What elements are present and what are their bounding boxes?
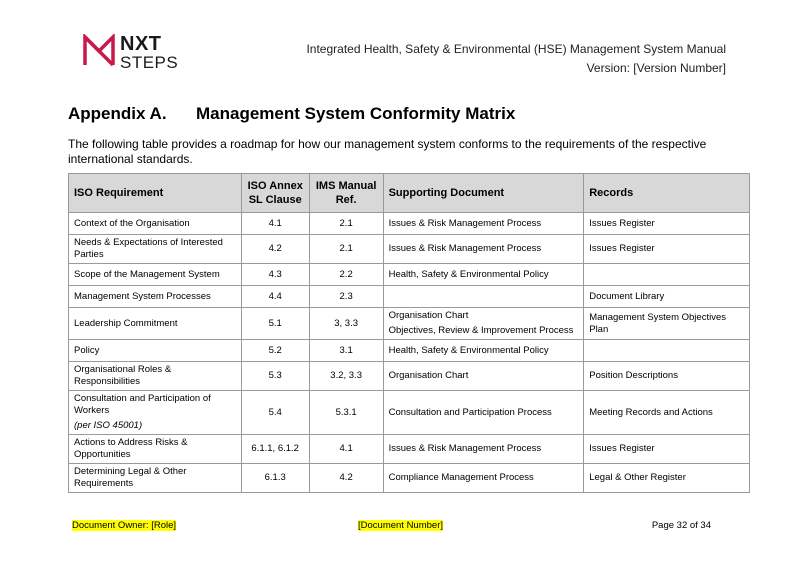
cell-document: Issues & Risk Management Process bbox=[383, 235, 584, 264]
cell-requirement: Policy bbox=[69, 340, 242, 362]
header-supporting-document: Supporting Document bbox=[383, 174, 584, 213]
header-ims-line-1: IMS Manual bbox=[315, 180, 377, 192]
cell-ref: 4.1 bbox=[309, 435, 383, 464]
table-header-row bbox=[69, 174, 750, 213]
cell-clause: 5.2 bbox=[241, 340, 309, 362]
header-records: Records bbox=[584, 174, 750, 213]
footer-owner-text: Document Owner: [Role] bbox=[72, 520, 177, 531]
footer-document-number bbox=[358, 520, 443, 531]
logo-line-1: NXT bbox=[120, 33, 162, 55]
cell-records: Issues Register bbox=[584, 235, 750, 264]
cell-document: Issues & Risk Management Process bbox=[383, 213, 584, 235]
table-row bbox=[69, 340, 750, 362]
cell-clause: 5.3 bbox=[241, 362, 309, 391]
cell-ref: 3, 3.3 bbox=[309, 308, 383, 340]
cell-document: Health, Safety & Environmental Policy bbox=[383, 340, 584, 362]
cell-requirement: Scope of the Management System bbox=[69, 264, 242, 286]
cell-ref: 3.1 bbox=[309, 340, 383, 362]
logo-line-2: STEPS bbox=[120, 53, 179, 72]
nxt-steps-logo-mark-icon bbox=[82, 34, 116, 68]
cell-ref: 2.2 bbox=[309, 264, 383, 286]
table-row bbox=[69, 286, 750, 308]
cell-document: Organisation Chart bbox=[383, 362, 584, 391]
cell-clause: 6.1.3 bbox=[241, 464, 309, 493]
cell-document: Compliance Management Process bbox=[383, 464, 584, 493]
cell-records: Document Library bbox=[584, 286, 750, 308]
section-heading bbox=[68, 104, 515, 124]
cell-document: Health, Safety & Environmental Policy bbox=[383, 264, 584, 286]
cell-records: Position Descriptions bbox=[584, 362, 750, 391]
cell-records: Management System Objectives Plan bbox=[584, 308, 750, 340]
cell-requirement: Leadership Commitment bbox=[69, 308, 242, 340]
cell-requirement: Determining Legal & Other Requirements bbox=[69, 464, 242, 493]
cell-records bbox=[584, 264, 750, 286]
cell-ref: 2.1 bbox=[309, 213, 383, 235]
header-annex-line-2: SL Clause bbox=[248, 194, 302, 206]
cell-requirement: Organisational Roles & Responsibilities bbox=[69, 362, 242, 391]
cell-requirement: Needs & Expectations of Interested Parties bbox=[69, 235, 242, 264]
header-ims-line-2: Ref. bbox=[335, 194, 357, 206]
cell-document-line-2: Objectives, Review & Improvement Process bbox=[388, 325, 574, 336]
company-logo bbox=[82, 33, 179, 72]
intro-paragraph: The following table provides a roadmap for how our management system conforms to the requirements of the respective international standards. bbox=[68, 137, 707, 166]
footer-document-number-text: [Document Number] bbox=[358, 520, 444, 531]
cell-requirement-note: (per ISO 45001) bbox=[74, 420, 143, 431]
logo-wordmark bbox=[120, 34, 178, 71]
cell-requirement-text: Consultation and Participation of Workers bbox=[74, 393, 211, 416]
cell-document bbox=[383, 286, 584, 308]
cell-requirement: Actions to Address Risks & Opportunities bbox=[69, 435, 242, 464]
footer-owner bbox=[72, 520, 176, 531]
table-row bbox=[69, 264, 750, 286]
table-row bbox=[69, 362, 750, 391]
cell-records bbox=[584, 340, 750, 362]
table-row bbox=[69, 308, 750, 340]
table-row bbox=[69, 213, 750, 235]
page-header bbox=[306, 40, 726, 78]
table-row bbox=[69, 435, 750, 464]
cell-ref: 4.2 bbox=[309, 464, 383, 493]
cell-clause: 4.2 bbox=[241, 235, 309, 264]
cell-records: Issues Register bbox=[584, 435, 750, 464]
section-number: Appendix A. bbox=[68, 104, 167, 123]
cell-requirement: Context of the Organisation bbox=[69, 213, 242, 235]
cell-records: Legal & Other Register bbox=[584, 464, 750, 493]
cell-document: Consultation and Participation Process bbox=[383, 391, 584, 435]
header-ims-manual-ref bbox=[309, 174, 383, 213]
section-title: Management System Conformity Matrix bbox=[196, 104, 516, 123]
cell-ref: 2.1 bbox=[309, 235, 383, 264]
document-title: Integrated Health, Safety & Environmental (HSE) Management System Manual bbox=[306, 42, 726, 56]
cell-records: Meeting Records and Actions bbox=[584, 391, 750, 435]
header-iso-requirement: ISO Requirement bbox=[69, 174, 242, 213]
cell-records: Issues Register bbox=[584, 213, 750, 235]
header-annex-sl-clause bbox=[241, 174, 309, 213]
cell-ref: 2.3 bbox=[309, 286, 383, 308]
footer-page-number: Page 32 of 34 bbox=[651, 520, 711, 531]
header-annex-line-1: ISO Annex bbox=[247, 180, 303, 192]
conformity-matrix-table bbox=[68, 173, 750, 493]
cell-clause: 4.3 bbox=[241, 264, 309, 286]
cell-clause: 4.1 bbox=[241, 213, 309, 235]
cell-clause: 4.4 bbox=[241, 286, 309, 308]
cell-document-line-1: Organisation Chart bbox=[388, 310, 469, 321]
table-row bbox=[69, 464, 750, 493]
cell-clause: 5.4 bbox=[241, 391, 309, 435]
cell-document: Issues & Risk Management Process bbox=[383, 435, 584, 464]
cell-document bbox=[383, 308, 584, 340]
cell-requirement bbox=[69, 391, 242, 435]
document-version: Version: [Version Number] bbox=[586, 61, 726, 75]
table-row bbox=[69, 391, 750, 435]
cell-ref: 3.2, 3.3 bbox=[309, 362, 383, 391]
cell-requirement: Management System Processes bbox=[69, 286, 242, 308]
cell-ref: 5.3.1 bbox=[309, 391, 383, 435]
table-row bbox=[69, 235, 750, 264]
cell-clause: 6.1.1, 6.1.2 bbox=[241, 435, 309, 464]
cell-clause: 5.1 bbox=[241, 308, 309, 340]
